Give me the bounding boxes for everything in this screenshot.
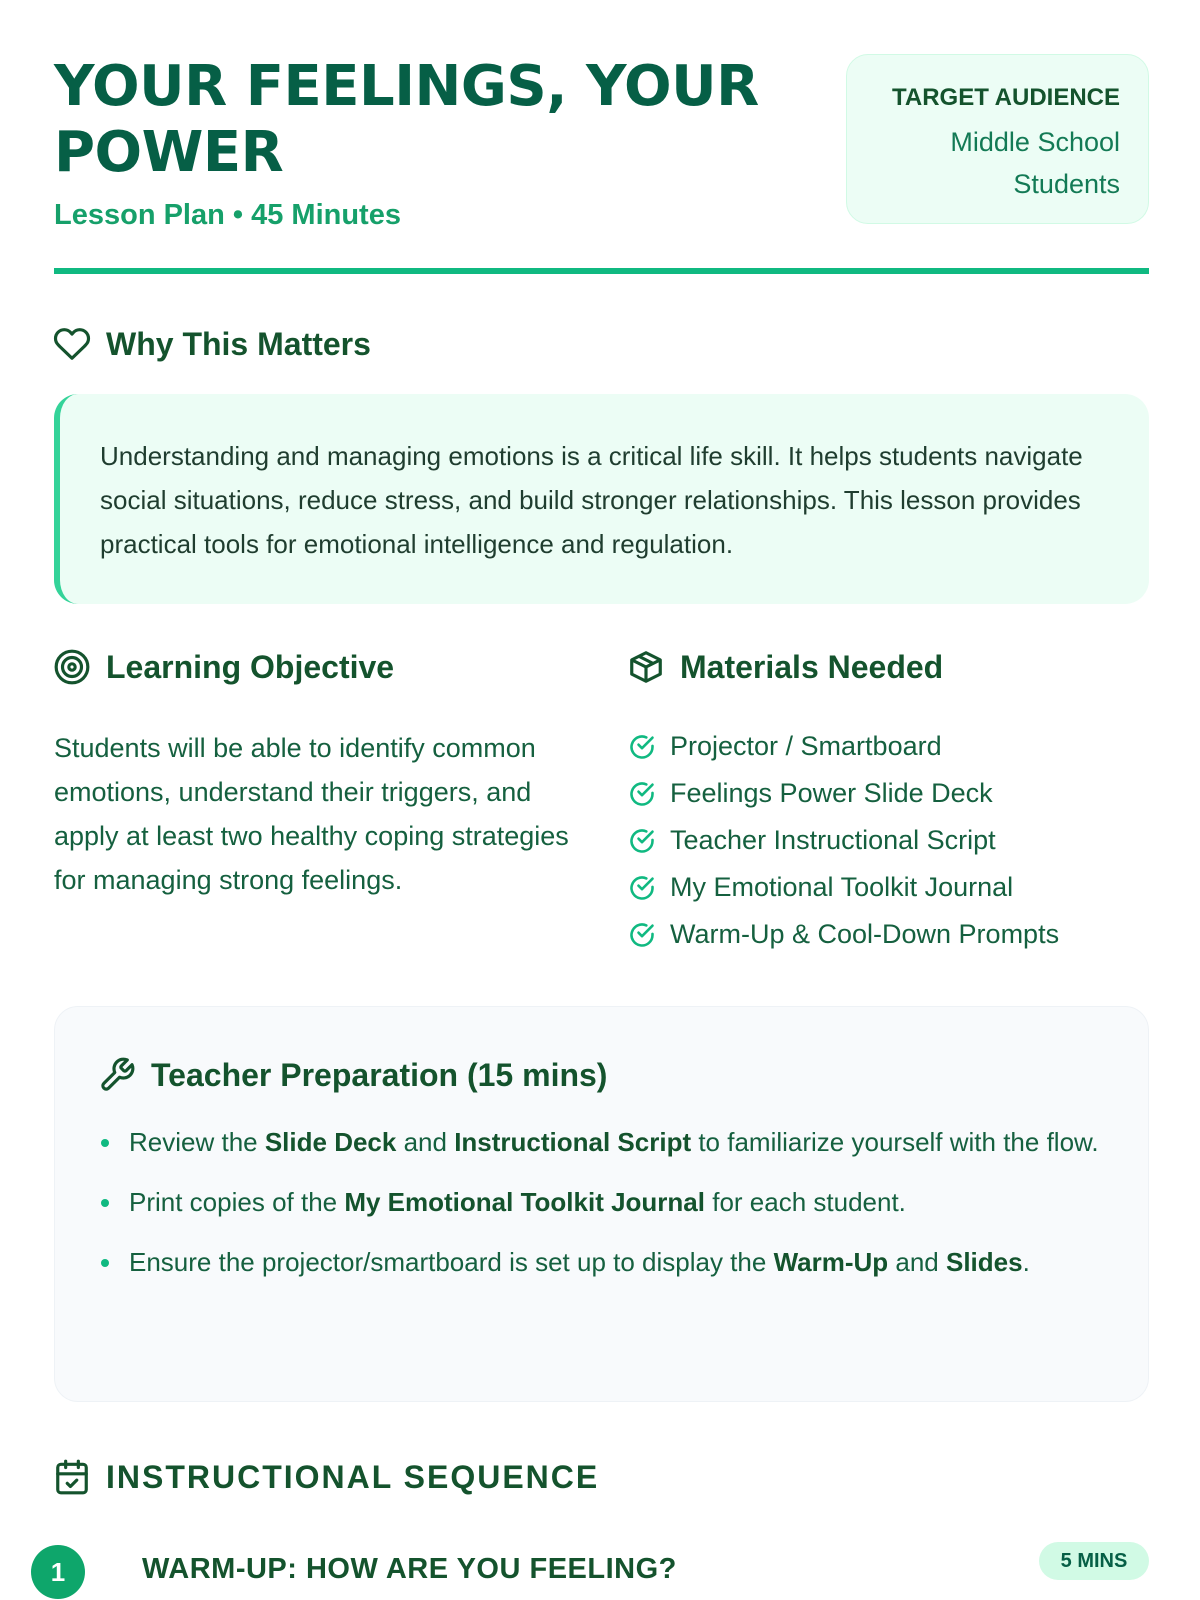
material-item bbox=[628, 723, 1059, 770]
prep-text: Review the bbox=[129, 1127, 265, 1157]
prep-text: Print copies of the bbox=[129, 1187, 345, 1217]
prep-bold: Warm-Up bbox=[773, 1247, 889, 1277]
why-callout: Understanding and managing emotions is a critical life skill. It helps students navigate social situations, reduce stress, and build stronger relationships. This lesson provides practical tools for emotional intelligence and regulation. bbox=[54, 394, 1149, 604]
prep-text: for each student. bbox=[705, 1187, 906, 1217]
target-audience-label: TARGET AUDIENCE bbox=[892, 84, 1120, 111]
prep-item bbox=[99, 1242, 1109, 1282]
check-circle-icon bbox=[628, 921, 656, 949]
prep-text: . bbox=[1022, 1247, 1030, 1277]
step-title: WARM-UP: HOW ARE YOU FEELING? bbox=[142, 1553, 677, 1585]
prep-bold: My Emotional Toolkit Journal bbox=[344, 1187, 705, 1217]
prep-list bbox=[99, 1122, 1109, 1302]
calendar-check-icon bbox=[52, 1457, 92, 1497]
material-item bbox=[628, 864, 1059, 911]
wrench-icon bbox=[97, 1055, 137, 1095]
target-audience-value bbox=[847, 115, 1120, 211]
check-circle-icon bbox=[628, 874, 656, 902]
check-circle-icon bbox=[628, 733, 656, 761]
sequence-heading bbox=[52, 1457, 599, 1497]
why-heading-text: Why This Matters bbox=[106, 325, 371, 362]
check-circle-icon bbox=[628, 780, 656, 808]
prep-text: and bbox=[396, 1127, 455, 1157]
prep-text: Ensure the projector/smartboard is set up to display the bbox=[129, 1247, 774, 1277]
prep-item bbox=[99, 1182, 1109, 1222]
prep-item bbox=[99, 1122, 1109, 1162]
why-heading bbox=[52, 324, 371, 364]
materials-list bbox=[628, 723, 1059, 958]
step-number: 1 bbox=[31, 1545, 85, 1599]
materials-heading bbox=[626, 647, 943, 687]
target-audience-card bbox=[846, 54, 1149, 224]
package-icon bbox=[626, 647, 666, 687]
header-divider bbox=[54, 268, 1149, 274]
material-item-label: Teacher Instructional Script bbox=[670, 825, 996, 855]
prep-heading bbox=[97, 1055, 607, 1095]
material-item-label: Warm-Up & Cool-Down Prompts bbox=[670, 919, 1060, 949]
material-item-label: My Emotional Toolkit Journal bbox=[670, 872, 1014, 902]
material-item bbox=[628, 817, 1059, 864]
sequence-heading-text: INSTRUCTIONAL SEQUENCE bbox=[106, 1458, 600, 1495]
check-circle-icon bbox=[628, 827, 656, 855]
target-icon bbox=[52, 647, 92, 687]
target-audience-line-2: Students bbox=[1013, 169, 1120, 199]
objective-heading-text: Learning Objective bbox=[106, 648, 395, 685]
page-subtitle: Lesson Plan • 45 Minutes bbox=[54, 199, 401, 231]
material-item bbox=[628, 770, 1059, 817]
heart-icon bbox=[52, 324, 92, 364]
prep-bold: Slides bbox=[945, 1247, 1023, 1277]
prep-bold: Slide Deck bbox=[264, 1127, 397, 1157]
material-item bbox=[628, 911, 1059, 958]
page-title: YOUR FEELINGS, YOUR POWER bbox=[54, 54, 759, 185]
prep-text: to familiarize yourself with the flow. bbox=[691, 1127, 1099, 1157]
objective-body: Students will be able to identify common emotions, understand their triggers, and apply at least two healthy coping strategies for managing strong feelings. bbox=[54, 733, 569, 895]
material-item-label: Projector / Smartboard bbox=[670, 731, 942, 761]
step-duration-badge: 5 MINS bbox=[1039, 1542, 1149, 1580]
prep-heading-text: Teacher Preparation (15 mins) bbox=[151, 1056, 608, 1093]
material-item-label: Feelings Power Slide Deck bbox=[670, 778, 993, 808]
materials-heading-text: Materials Needed bbox=[680, 648, 944, 685]
objective-heading bbox=[52, 647, 394, 687]
prep-text: and bbox=[888, 1247, 946, 1277]
lesson-header bbox=[54, 54, 1149, 274]
target-audience-line-1: Middle School bbox=[950, 127, 1120, 157]
prep-bold: Instructional Script bbox=[454, 1127, 692, 1157]
teacher-prep-card bbox=[54, 1006, 1149, 1402]
